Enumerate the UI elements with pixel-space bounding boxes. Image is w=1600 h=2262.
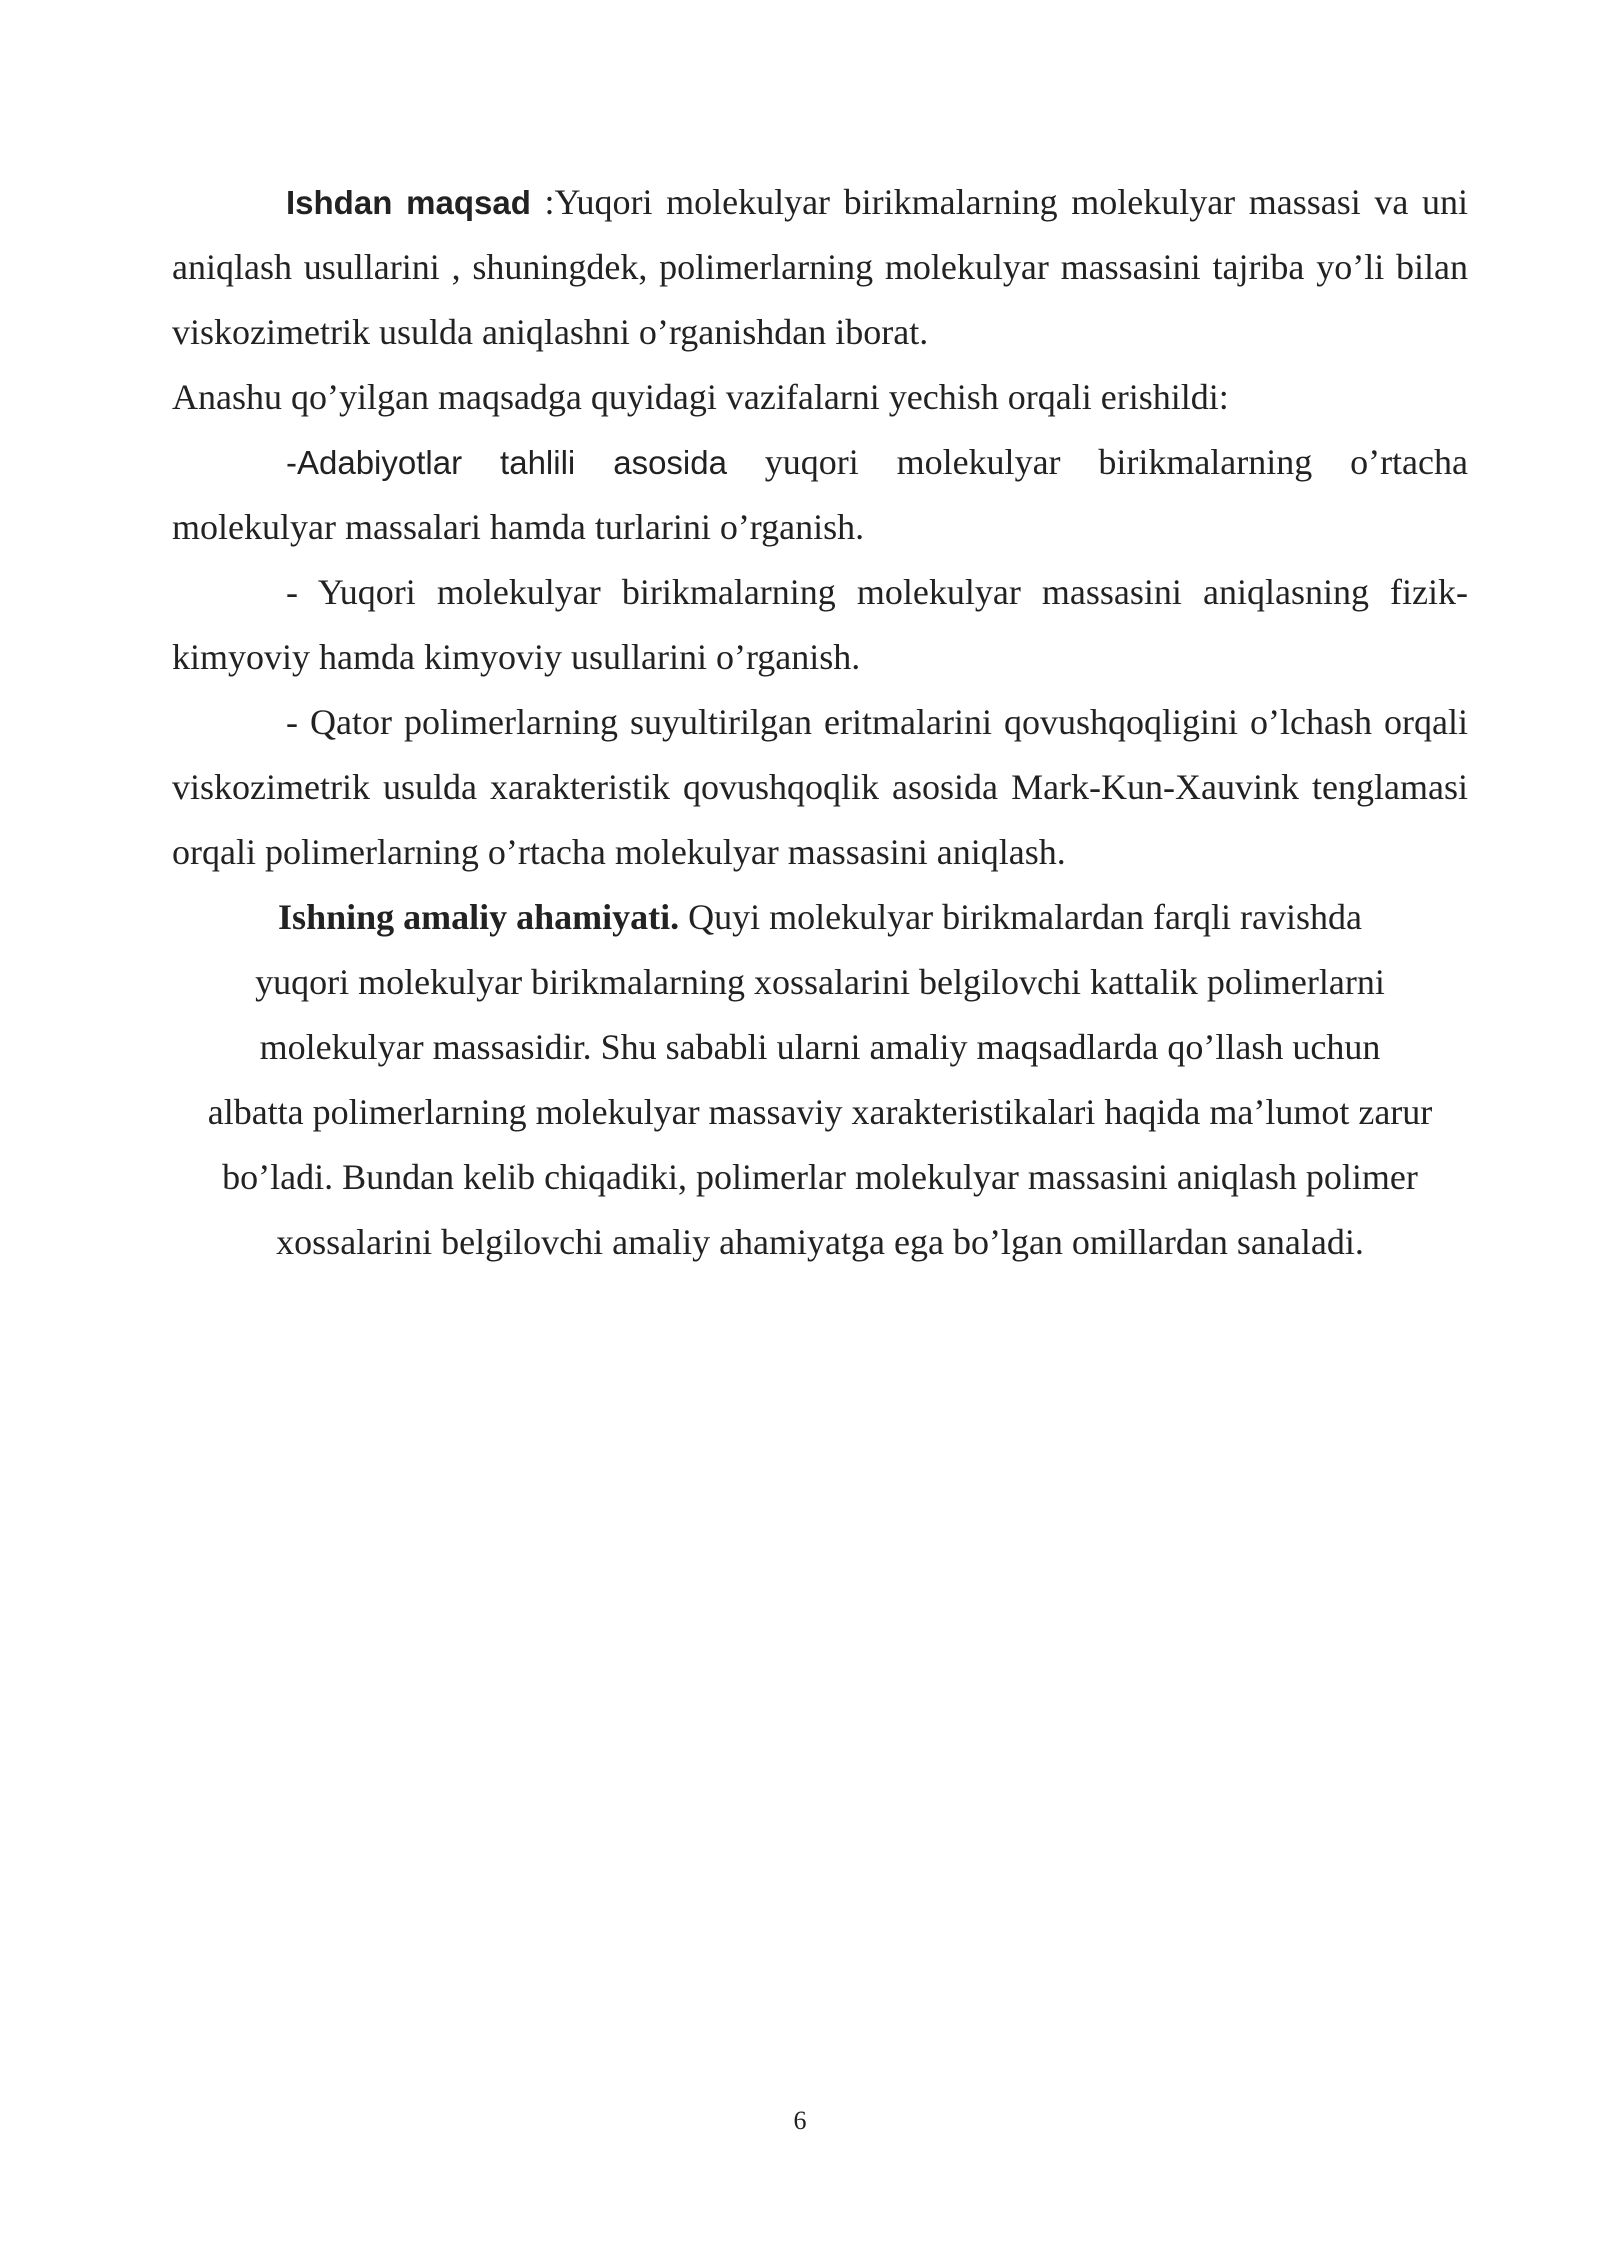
goal-text: :Yuqori molekulyar birikmalarning molekulyar massasi va uni aniqlash usullarini , shuningdek, polimerlarning molekulyar massasini tajriba yo’li bilan viskozimetrik usulda aniqlashni o’rganishdan iborat. <box>172 182 1468 352</box>
task-item-1-lead: -Adabiyotlar tahlili asosida <box>286 444 727 481</box>
task-item-1-text: yuqori molekulyar birikmalarning o’rtacha molekulyar massalari hamda turlarini o’rganish. <box>172 442 1468 547</box>
practical-line-4: albatta polimerlarning molekulyar massaviy xarakteristikalari haqida ma’lumot zarur <box>207 1092 1433 1132</box>
page-number: 6 <box>793 2106 807 2135</box>
practical-line-5: bo’ladi. Bundan kelib chiqadiki, polimerlar molekulyar massasini aniqlash polimer <box>222 1157 1418 1197</box>
goal-heading: Ishdan maqsad <box>286 184 531 221</box>
task-item-2: - Yuqori molekulyar birikmalarning molekulyar massasini aniqlasning fizik-kimyoviy hamda kimyoviy usullarini o’rganish. <box>172 572 1468 677</box>
task-item-3: - Qator polimerlarning suyultirilgan eritmalarini qovushqoqligini o’lchash orqali viskozimetrik usulda xarakteristik qovushqoqlik asosida Mark-Kun-Xauvink tenglamasi orqali polimerlarning o’rtacha molekulyar massasini aniqlash. <box>172 702 1468 872</box>
practical-line-1-text: Quyi molekulyar birikmalardan farqli ravishda <box>679 897 1362 937</box>
practical-heading: Ishning amaliy ahamiyati. <box>278 897 680 937</box>
practical-line-3: molekulyar massasidir. Shu sababli ularni amaliy maqsadlarda qo’llash uchun <box>259 1027 1381 1067</box>
document-body <box>172 170 1468 1275</box>
goal-paragraph <box>172 170 1468 365</box>
practical-line-1 <box>175 885 1465 950</box>
practical-line-2: yuqori molekulyar birikmalarning xossalarini belgilovchi kattalik polimerlarni <box>255 962 1385 1002</box>
practical-significance-paragraph <box>175 885 1465 1275</box>
tasks-intro-paragraph: Anashu qo’yilgan maqsadga quyidagi vazifalarni yechish orqali erishildi: <box>172 377 1229 417</box>
practical-line-6: xossalarini belgilovchi amaliy ahamiyatga ega bo’lgan omillardan sanaladi. <box>276 1222 1364 1262</box>
task-item-1 <box>172 430 1468 560</box>
